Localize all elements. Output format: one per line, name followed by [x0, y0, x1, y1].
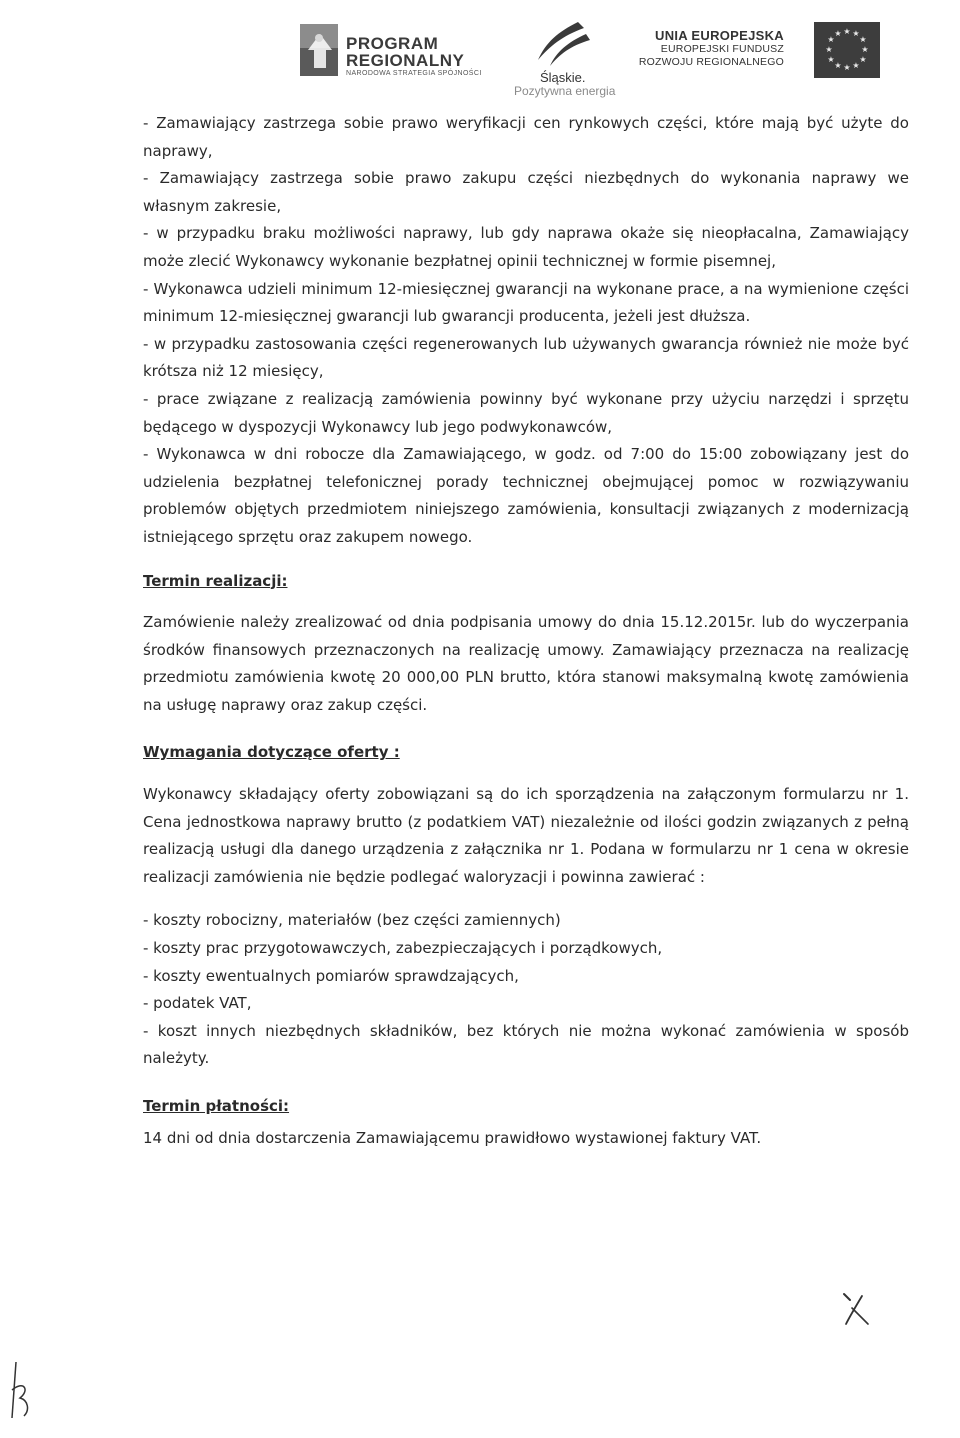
- termin-platnosci-heading: Termin płatności:: [143, 1097, 290, 1115]
- handwritten-initials-mark: [838, 1290, 878, 1330]
- svg-text:★: ★: [827, 35, 835, 44]
- svg-text:★: ★: [827, 55, 835, 64]
- slaskie-tagline: Pozytywna energia: [514, 84, 616, 98]
- slaskie-swoosh-icon: [528, 20, 592, 70]
- intro-paragraph-2: - Zamawiający zastrzega sobie prawo zakupu części niezbędnych do wykonania naprawy we własnym zakresie,: [143, 169, 909, 215]
- termin-platnosci-text: 14 dni od dnia dostarczenia Zamawiającemu prawidłowo wystawionej faktury VAT.: [143, 1128, 762, 1147]
- slaskie-logo: [510, 20, 616, 100]
- svg-text:★: ★: [859, 55, 867, 64]
- intro-paragraph-4: - Wykonawca udzieli minimum 12-miesięcznej gwarancji na wykonane prace, a na wymienione części minimum 12-miesięcznej gwarancji lub gwarancji producenta, jeżeli jest dłuższa.: [143, 279, 909, 326]
- wymagania-heading: Wymagania dotyczące oferty :: [143, 743, 400, 762]
- eu-flag-icon: [814, 22, 880, 78]
- handwritten-signature-mark: [6, 1360, 36, 1422]
- eu-logo-text: [639, 28, 784, 69]
- document-body: [143, 110, 909, 1152]
- svg-text:★: ★: [861, 45, 869, 54]
- eu-stars-icon: [814, 22, 880, 78]
- svg-text:★: ★: [859, 35, 867, 44]
- svg-text:★: ★: [834, 61, 842, 70]
- termin-realizacji-heading: Termin realizacji:: [143, 571, 288, 590]
- list-item: - koszty prac przygotowawczych, zabezpieczających i porządkowych,: [143, 939, 663, 958]
- strategy-label: NARODOWA STRATEGIA SPÓJNOŚCI: [346, 70, 482, 77]
- eu-logo: [640, 20, 880, 80]
- slaskie-name: Śląskie.: [540, 70, 586, 85]
- intro-paragraph-5: - w przypadku zastosowania części regenerowanych lub używanych gwarancja również nie może być krótsza niż 12 miesięcy,: [143, 334, 909, 381]
- program-label: PROGRAM: [346, 34, 439, 53]
- svg-text:★: ★: [852, 29, 860, 38]
- intro-paragraph-1: - Zamawiający zastrzega sobie prawo weryfikacji cen rynkowych części, które mają być użyte do naprawy,: [143, 114, 909, 160]
- termin-realizacji-text: Zamówienie należy zrealizować od dnia podpisania umowy do dnia 15.12.2015r. lub do wyczerpania środków finansowych przeznaczonych na realizację umowy. Zamawiający przeznacza na realizację przedmiotu zamówienia kwotę 20 000,00 PLN brutto, która stanowi maksymalną kwotę zamówienia na usługę naprawy oraz zakup części.: [143, 613, 909, 714]
- regionalny-label: REGIONALNY: [346, 51, 465, 70]
- svg-text:★: ★: [852, 61, 860, 70]
- intro-paragraph-3: - w przypadku braku możliwości naprawy, lub gdy naprawa okaże się nieopłacalna, Zamawiający może zlecić Wykonawcy wykonanie bezpłatnej opinii technicznej w formie pisemnej,: [143, 224, 909, 270]
- program-regionalny-logo: [300, 24, 490, 80]
- eu-union-label: UNIA EUROPEJSKA: [655, 28, 784, 43]
- intro-paragraph-6: - prace związane z realizacją zamówienia powinny być wykonane przy użyciu narzędzi i sprzętu będącego w dyspozycji Wykonawcy lub jego podwykonawców,: [143, 389, 909, 436]
- svg-text:★: ★: [834, 29, 842, 38]
- flag-logo-icon: [300, 24, 338, 76]
- list-item: - podatek VAT,: [143, 994, 252, 1013]
- cost-items-list: [143, 907, 909, 1073]
- svg-text:★: ★: [843, 63, 851, 72]
- list-item: - koszty robocizny, materiałów (bez części zamiennych): [143, 911, 561, 930]
- list-item: - koszty ewentualnych pomiarów sprawdzających,: [143, 966, 519, 985]
- eu-fund-label: EUROPEJSKI FUNDUSZ: [660, 43, 784, 55]
- wymagania-text: Wykonawcy składający oferty zobowiązani są do ich sporządzenia na załączonym formularzu nr 1. Cena jednostkowa naprawy brutto (z podatkiem VAT) niezależnie od ilości godzin związanych z pełną realizacją usługi dla danego urządzenia z załącznika nr 1. Podana w formularzu nr 1 cena w okresie realizacji zamówienia nie będzie podlegać waloryzacji i powinna zawierać :: [143, 785, 909, 886]
- eu-regional-label: ROZWOJU REGIONALNEGO: [638, 56, 784, 68]
- svg-text:★: ★: [825, 45, 833, 54]
- intro-paragraph-7: - Wykonawca w dni robocze dla Zamawiającego, w godz. od 7:00 do 15:00 zobowiązany jest do udzielenia bezpłatnej telefonicznej porady technicznej obejmującej pomoc w rozwiązywaniu problemów objętych przedmiotem niniejszego zamówienia, konsultacji związanych z modernizacją istniejącego sprzętu oraz zakupem nowego.: [143, 445, 909, 546]
- list-item: - koszt innych niezbędnych składników, bez których nie można wykonać zamówienia w sposób należyty.: [143, 1021, 909, 1068]
- svg-text:★: ★: [843, 27, 851, 36]
